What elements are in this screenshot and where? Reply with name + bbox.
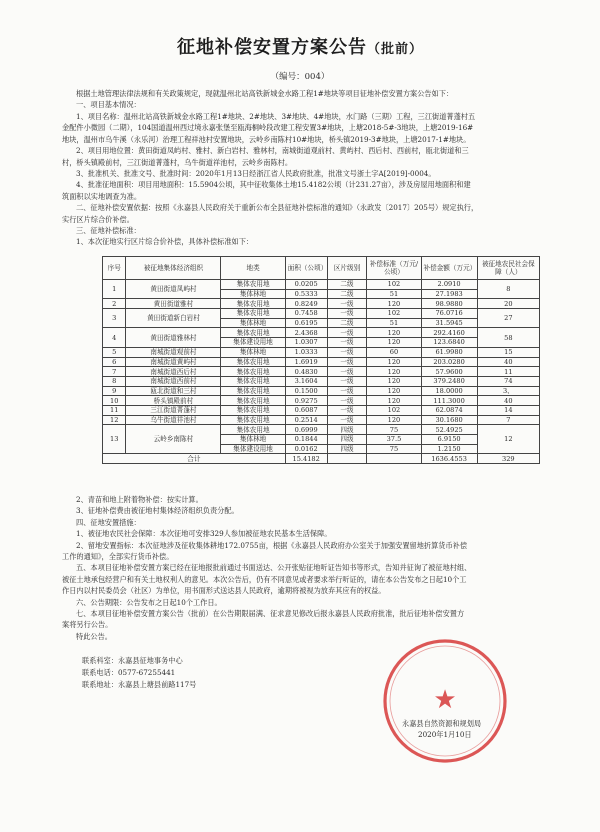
table-cell: 60 bbox=[367, 347, 421, 357]
table-row bbox=[103, 425, 540, 435]
table-cell: 62.0874 bbox=[421, 405, 477, 415]
table-cell: 黄田街道雅林村 bbox=[126, 328, 221, 347]
text-line: 筑面积以实地调查为准。 bbox=[62, 191, 142, 201]
table-cell: 120 bbox=[367, 376, 421, 386]
table-header-row bbox=[103, 257, 540, 280]
table-cell: 30.1680 bbox=[421, 415, 477, 425]
table-cell: 2.0910 bbox=[421, 280, 477, 290]
text-line: 村，桥头镇殿前村，三江街道菁蓬村，乌牛街道祥池村，云岭乡南陈村。 bbox=[62, 157, 293, 167]
table-row bbox=[103, 415, 540, 425]
col-header: 补偿标准（万元/公顷） bbox=[367, 257, 421, 280]
table-cell: 102 bbox=[367, 309, 421, 319]
table-cell: 0.6999 bbox=[285, 425, 327, 435]
table-cell: 120 bbox=[367, 415, 421, 425]
table-cell: 203.0280 bbox=[421, 357, 477, 367]
col-header: 面积（公顷） bbox=[285, 257, 327, 280]
table-cell: 一级 bbox=[327, 357, 367, 367]
table-cell: 120 bbox=[367, 396, 421, 406]
issue-date: 2020年1月10日 bbox=[418, 730, 472, 739]
table-cell: 集体农用地 bbox=[221, 386, 285, 396]
table-row bbox=[103, 357, 540, 367]
table-cell: 75 bbox=[367, 425, 421, 435]
table-row bbox=[103, 367, 540, 377]
table-cell: 南城街道观前村 bbox=[126, 347, 221, 357]
svg-text:★: ★ bbox=[433, 685, 457, 715]
contact-unit: 联系科室：永嘉县征地事务中心 bbox=[82, 656, 183, 665]
table-cell: 集体农用地 bbox=[221, 415, 285, 425]
table-cell: 31.5945 bbox=[421, 318, 477, 328]
table-row bbox=[103, 328, 540, 338]
table-cell: 123.6840 bbox=[421, 338, 477, 348]
compensation-table bbox=[102, 256, 540, 464]
table-cell: 三江街道菁蓬村 bbox=[126, 405, 221, 415]
table-cell: 18.0000 bbox=[421, 386, 477, 396]
table-cell: 15 bbox=[477, 347, 539, 357]
table-cell: 集体农用地 bbox=[221, 280, 285, 290]
text-line: 4、批准征地面积：项目用地面积：15.5904公顷，其中征收集体土地15.4182公顷（计231.27亩），涉及房屋用地面积和建 bbox=[76, 180, 471, 190]
table-cell: 集体农用地 bbox=[221, 367, 285, 377]
table-cell: 四级 bbox=[327, 444, 367, 454]
col-header: 被征地农民社会保障（人） bbox=[477, 257, 539, 280]
table-cell: 61.9980 bbox=[421, 347, 477, 357]
text-line: 金配件小微园（二期），104国道温州西过境永嘉张堡至瓯海桐岭段改建工程安置3#地块，上塘2018-5#-3地块，上塘2019-16# bbox=[62, 123, 474, 133]
table-cell: 瓯北街道和三村 bbox=[126, 386, 221, 396]
text-line: 二、征地补偿安置依据：按照《永嘉县人民政府关于重新公布全县征地补偿标准的通知》（永政发〔2017〕205号）规定执行， bbox=[76, 203, 479, 213]
table-cell: 二级 bbox=[327, 289, 367, 299]
table-cell: 51 bbox=[367, 318, 421, 328]
table-cell: 98.9880 bbox=[421, 299, 477, 309]
text-line: 被征土地承包经营户和有关土地权利人的意见。本次公告后，仍有不同意见或者要求举行听证的，请在本公告发布之日起10个工 bbox=[62, 574, 467, 584]
table-cell: 云岭乡南陈村 bbox=[126, 425, 221, 454]
table-cell: 20 bbox=[477, 299, 539, 309]
table-cell: 集体林地 bbox=[221, 435, 285, 445]
table-cell: 集体林地 bbox=[221, 347, 285, 357]
table-cell: 40 bbox=[477, 396, 539, 406]
text-line: 案将另行公告。 bbox=[62, 620, 113, 630]
table-cell: 120 bbox=[367, 357, 421, 367]
table-cell: 75 bbox=[367, 444, 421, 454]
table-cell: 4 bbox=[103, 328, 126, 347]
text-line: 作日内以村民委员会（社区）为单位，用书面形式送达县人民政府，逾期将被视为放弃其应有的权益。 bbox=[62, 586, 386, 596]
table-cell: 40 bbox=[477, 357, 539, 367]
table-cell: 76.0716 bbox=[421, 309, 477, 319]
text-line: 一、项目基本情况： bbox=[76, 100, 141, 110]
table-cell: 集体农用地 bbox=[221, 357, 285, 367]
text-line: 1、被征地农民社会保障：本次征地可安排329人参加被征地农民基本生活保障。 bbox=[76, 529, 332, 539]
text-line: 五、本项目征地补偿安置方案已经在征地报批前通过书面送达、公开张贴征地听证告知书等形式，告知并征询了被征地村组、 bbox=[76, 563, 472, 573]
table-cell: 1 bbox=[103, 280, 126, 299]
text-line: 根据土地管理法律法规和有关政策规定，现就温州北站高铁新城金水路工程1#地块等项目征地补偿安置方案公告如下： bbox=[76, 89, 454, 98]
table-total-row bbox=[103, 454, 540, 464]
contact-address: 联系地址：永嘉县上塘县前路117号 bbox=[82, 680, 197, 689]
table-cell: 0.6195 bbox=[285, 318, 327, 328]
text-line: 工作的通知》，全部实行货币补偿。 bbox=[62, 552, 174, 562]
text-line: 3、批准机关、批准文号、批准时间：2020年1月13日经浙江省人民政府批准，批准文号浙土字A[2019]-0004。 bbox=[76, 169, 436, 179]
table-cell: 黄田街道凤屿村 bbox=[126, 280, 221, 299]
table-cell: 一级 bbox=[327, 376, 367, 386]
text-line: 1、项目名称：温州北站高铁新城金水路工程1#地块、2#地块、3#地块、4#地块，水门路（三期）工程，三江街道菁蓬村五 bbox=[76, 112, 476, 121]
after-table-section bbox=[62, 494, 540, 642]
table-cell: 集体农用地 bbox=[221, 405, 285, 415]
table-cell: 乌牛街道祥池村 bbox=[126, 415, 221, 425]
table-row bbox=[103, 299, 540, 309]
table-row bbox=[103, 396, 540, 406]
table-cell: 9 bbox=[103, 386, 126, 396]
contact-phone: 联系电话：0577-67255441 bbox=[82, 668, 176, 677]
table-cell: 292.4160 bbox=[421, 328, 477, 338]
table-cell: 57.9600 bbox=[421, 367, 477, 377]
table-row bbox=[103, 405, 540, 415]
text-line: 1、本次征地实行区片综合价补偿，具体补偿标准如下： bbox=[76, 237, 254, 247]
col-header: 被征地集体经济组织 bbox=[126, 257, 221, 280]
table-cell: 一级 bbox=[327, 328, 367, 338]
table-cell: 1.0307 bbox=[285, 338, 327, 348]
table-cell: 1.0333 bbox=[285, 347, 327, 357]
table-cell: 二级 bbox=[327, 280, 367, 290]
table-cell: 3 bbox=[103, 309, 126, 328]
col-header: 区片级别 bbox=[327, 257, 367, 280]
total-people: 329 bbox=[477, 454, 539, 464]
total-blank bbox=[327, 454, 367, 464]
table-cell: 0.7458 bbox=[285, 309, 327, 319]
table-cell: 0.4830 bbox=[285, 367, 327, 377]
table-cell: 6 bbox=[103, 357, 126, 367]
table-cell: 11 bbox=[477, 367, 539, 377]
table-cell: 0.0162 bbox=[285, 444, 327, 454]
table-cell: 7 bbox=[103, 367, 126, 377]
table-cell: 120 bbox=[367, 386, 421, 396]
table-cell: 13 bbox=[103, 425, 126, 454]
text-line: 3、征地补偿费由被征地村集体经济组织负责分配。 bbox=[76, 506, 239, 516]
table-row bbox=[103, 309, 540, 319]
table-cell: 集体建设用地 bbox=[221, 338, 285, 348]
table-row bbox=[103, 386, 540, 396]
text-line: 2、留地安置指标：本次征地涉及征收集体耕地172.0755亩，根据《永嘉县人民政府办公室关于加强安置留地折算货币补偿 bbox=[76, 540, 468, 550]
table-cell: 111.3000 bbox=[421, 396, 477, 406]
table-cell: 102 bbox=[367, 405, 421, 415]
table-cell: 黄田街道雅村 bbox=[126, 299, 221, 309]
table-cell: 52.4925 bbox=[421, 425, 477, 435]
table-cell: 5 bbox=[103, 347, 126, 357]
table-cell: 集体农用地 bbox=[221, 376, 285, 386]
table-cell: 南城街道西前村 bbox=[126, 376, 221, 386]
table-cell: 0.5333 bbox=[285, 289, 327, 299]
table-cell: 0.9275 bbox=[285, 396, 327, 406]
table-cell: 37.5 bbox=[367, 435, 421, 445]
title-suffix: （批前） bbox=[366, 42, 423, 57]
col-header: 序号 bbox=[103, 257, 126, 280]
table-cell: 3、 bbox=[477, 386, 539, 396]
table-cell: 0.0205 bbox=[285, 280, 327, 290]
intro-section bbox=[62, 88, 540, 111]
table-cell: 12 bbox=[103, 415, 126, 425]
table-cell: 集体农用地 bbox=[221, 425, 285, 435]
col-header: 补偿金额（万元） bbox=[421, 257, 477, 280]
table-cell: 0.6087 bbox=[285, 405, 327, 415]
text-line: 三、征地补偿标准： bbox=[76, 226, 141, 236]
table-cell: 黄田街道新白岩村 bbox=[126, 309, 221, 328]
table-cell: 11 bbox=[103, 405, 126, 415]
table-cell: 0.1844 bbox=[285, 435, 327, 445]
table-cell: 7 bbox=[477, 415, 539, 425]
text-line: 实行区片综合价补偿。 bbox=[62, 214, 134, 224]
table-cell: 四级 bbox=[327, 425, 367, 435]
table-cell: 51 bbox=[367, 289, 421, 299]
table-cell: 2 bbox=[103, 299, 126, 309]
official-seal bbox=[380, 636, 510, 766]
table-cell: 14 bbox=[477, 405, 539, 415]
total-label: 合计 bbox=[103, 454, 286, 464]
contact-block bbox=[82, 655, 196, 691]
table-cell: 一级 bbox=[327, 309, 367, 319]
total-amount: 1636.4553 bbox=[421, 454, 477, 464]
table-cell: 一级 bbox=[327, 338, 367, 348]
text-line: 2、项目用地位置：黄田街道凤屿村、雅村、新白岩村、雅林村，南城街道观前村、黄屿村、西后村、西前村，瓯北街道和三 bbox=[76, 146, 469, 156]
text-line: 七、本项目征地补偿安置方案公告（批前）在公告期限届满、征求意见修改后报永嘉县人民政府批准，批后征地补偿安置方 bbox=[76, 609, 465, 619]
table-row bbox=[103, 347, 540, 357]
table-cell: 一级 bbox=[327, 299, 367, 309]
total-area: 15.4182 bbox=[285, 454, 327, 464]
text-line: 地块，温州市乌牛溪（永乐河）治理工程祥池村安置地块，云岭乡南陈村10#地块，桥头镇2019-3#地块，上塘2017-1#地块。 bbox=[62, 134, 471, 144]
table-cell: 10 bbox=[103, 396, 126, 406]
table-cell: 0.1500 bbox=[285, 386, 327, 396]
table-cell: 102 bbox=[367, 280, 421, 290]
project-basics-section bbox=[62, 111, 540, 248]
table-cell: 集体农用地 bbox=[221, 328, 285, 338]
issuer-name: 永嘉县自然资源和规划局 bbox=[402, 719, 482, 728]
table-cell: 集体农用地 bbox=[221, 309, 285, 319]
text-line: 2、青苗和地上附着物补偿：按实计算。 bbox=[76, 495, 203, 504]
text-line: 特此公告。 bbox=[76, 631, 112, 641]
table-cell: 一级 bbox=[327, 396, 367, 406]
table-cell: 120 bbox=[367, 367, 421, 377]
table-cell: 27.1983 bbox=[421, 289, 477, 299]
total-blank bbox=[367, 454, 421, 464]
document-number: （编号：004） bbox=[270, 72, 330, 82]
table-body bbox=[103, 280, 540, 454]
signature-block bbox=[402, 718, 481, 740]
table-row bbox=[103, 280, 540, 290]
table-cell: 南城街道西后村 bbox=[126, 367, 221, 377]
table-cell: 27 bbox=[477, 309, 539, 328]
col-header: 地类 bbox=[221, 257, 285, 280]
table-cell: 8 bbox=[477, 280, 539, 299]
table-cell: 集体建设用地 bbox=[221, 444, 285, 454]
table-cell: 2.4368 bbox=[285, 328, 327, 338]
table-cell: 1.6919 bbox=[285, 357, 327, 367]
table-cell: 一级 bbox=[327, 405, 367, 415]
table-cell: 一级 bbox=[327, 347, 367, 357]
table-cell: 0.8249 bbox=[285, 299, 327, 309]
table-cell: 120 bbox=[367, 299, 421, 309]
table-cell: 集体林地 bbox=[221, 289, 285, 299]
table-cell: 南城街道黄屿村 bbox=[126, 357, 221, 367]
text-line: 六、公告期限：公告发布之日起10个工作日。 bbox=[76, 597, 222, 607]
table-cell: 12 bbox=[477, 425, 539, 454]
table-cell: 二级 bbox=[327, 318, 367, 328]
table-cell: 四级 bbox=[327, 435, 367, 445]
table-cell: 74 bbox=[477, 376, 539, 386]
text-line: 四、征地安置措施： bbox=[76, 517, 141, 527]
table-cell: 58 bbox=[477, 328, 539, 347]
table-cell: 一级 bbox=[327, 367, 367, 377]
table-cell: 8 bbox=[103, 376, 126, 386]
table-cell: 6.9150 bbox=[421, 435, 477, 445]
table-cell: 0.2514 bbox=[285, 415, 327, 425]
table-cell: 1.2150 bbox=[421, 444, 477, 454]
table-cell: 379.2480 bbox=[421, 376, 477, 386]
document-title bbox=[0, 33, 600, 59]
table-cell: 一级 bbox=[327, 386, 367, 396]
table-row bbox=[103, 376, 540, 386]
table-cell: 120 bbox=[367, 338, 421, 348]
title-text: 征地补偿安置方案公告 bbox=[176, 37, 367, 58]
table-cell: 集体林地 bbox=[221, 318, 285, 328]
table-cell: 集体农用地 bbox=[221, 396, 285, 406]
table-cell: 桥头镇殿前村 bbox=[126, 396, 221, 406]
table-cell: 3.1604 bbox=[285, 376, 327, 386]
table-cell: 集体农用地 bbox=[221, 299, 285, 309]
table-cell: 一级 bbox=[327, 415, 367, 425]
table-cell: 120 bbox=[367, 328, 421, 338]
